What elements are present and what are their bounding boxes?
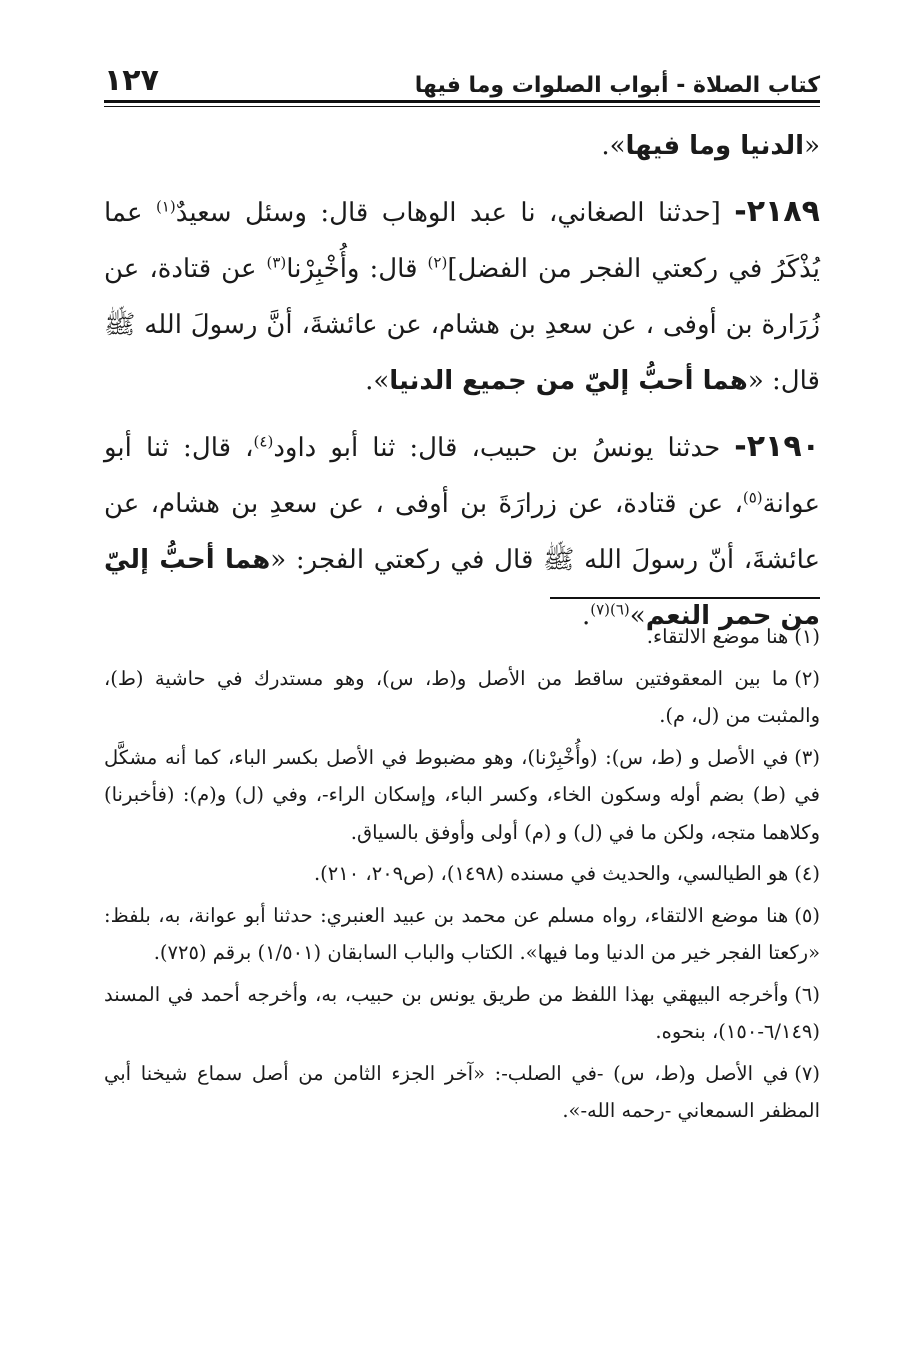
footnote-text: هو الطيالسي، والحديث في مسنده (١٤٩٨)، (ص٢٠٩، ٢١٠). bbox=[313, 862, 789, 885]
hadith-2189 bbox=[104, 184, 820, 409]
footnote-text: في الأصل و(ط، س) -في الصلب-: «آخر الجزء الثامن من أصل سماع شيخنا أبي المظفر السمعاني -رحمه الله-». bbox=[104, 1061, 820, 1122]
footnote-separator bbox=[550, 597, 820, 599]
footnote-ref: (٥) bbox=[742, 488, 763, 507]
footnote-ref: (٢) bbox=[427, 253, 448, 272]
header-title: كتاب الصلاة - أبواب الصلوات وما فيها bbox=[414, 73, 820, 98]
running-header bbox=[104, 58, 820, 98]
footnote-ref: (٤) bbox=[253, 432, 274, 451]
text-run: ، قال: ثنا أبو عوانة bbox=[104, 433, 820, 519]
footnote-text: في الأصل و (ط، س): (وأُخْبِرْنا)، وهو مضبوط في الأصل بكسر الباء، كما أنه مشكَّل في (ط) بضم أوله وسكون الخاء، وكسر الباء، وإسكان الراء-، وفي (ل) و(م): (فأخبرنا) وكلاهما متجه، ولكن ما في (ل) و (م) أولى وأوفق بالسياق. bbox=[104, 745, 820, 844]
text-run: ، عن قتادة، عن زرارَةَ بن أوفى ، عن سعدِ بن هشام، عن عائشةَ، أنّ رسولَ الله ﷺ قال في ركعتي الفجر: « bbox=[104, 489, 821, 575]
footnote-number: (٧) bbox=[794, 1061, 820, 1085]
footnote-ref: (٦)(٧) bbox=[590, 600, 630, 619]
footnote-number: (٣) bbox=[794, 745, 820, 769]
hadith-number: ٢١٨٩- bbox=[734, 194, 820, 229]
bold-quote: الدنيا وما فيها bbox=[625, 131, 805, 161]
text-run: قال: وأُخْبِرْنا bbox=[286, 254, 428, 284]
bold-quote: هما أحبُّ إليّ من حمر النعم bbox=[104, 545, 820, 631]
footnote-ref: (٣) bbox=[266, 253, 287, 272]
footnote bbox=[104, 739, 820, 852]
hadith-2190 bbox=[104, 419, 820, 644]
paragraph-continuation bbox=[104, 118, 820, 174]
hadith-number: ٢١٩٠- bbox=[734, 429, 820, 464]
text-run: عما يُذْكَرُ في ركعتي الفجر من الفضل] bbox=[104, 198, 820, 284]
text-run: . bbox=[581, 601, 591, 631]
footnote bbox=[104, 660, 820, 735]
quote-close: ». bbox=[601, 131, 626, 161]
footnote bbox=[104, 976, 820, 1051]
quote-open: « bbox=[804, 131, 820, 161]
text-run: [حدثنا الصغاني، نا عبد الوهاب قال: وسئل سعيدٌ bbox=[175, 198, 735, 228]
text-run: عن قتادة، عن زُرَارة بن أوفى ، عن سعدِ بن هشام، عن عائشةَ، أنَّ رسولَ الله ﷺ قال: « bbox=[104, 254, 820, 396]
header-rule-thick bbox=[104, 100, 820, 103]
footnotes bbox=[104, 618, 820, 1134]
text-run: ». bbox=[365, 366, 390, 396]
footnote-text: هنا موضع الالتقاء. bbox=[646, 625, 789, 648]
footnote bbox=[104, 855, 820, 893]
footnote-number: (٤) bbox=[794, 862, 820, 885]
footnote-number: (١) bbox=[794, 625, 820, 648]
footnote bbox=[104, 1055, 820, 1130]
text-run: » bbox=[629, 601, 646, 631]
footnote-text: هنا موضع الالتقاء، رواه مسلم عن محمد بن عبيد العنبري: حدثنا أبو عوانة، به، بلفظ: «ركعتا الفجر خير من الدنيا وما فيها». الكتاب والباب السابقان (١/٥٠١) برقم (٧٢٥). bbox=[104, 903, 820, 964]
footnote-number: (٢) bbox=[794, 666, 820, 690]
footnote-text: ما بين المعقوفتين ساقط من الأصل و(ط، س)، وهو مستدرك في حاشية (ط)، والمثبت من (ل، م). bbox=[104, 666, 820, 727]
footnote bbox=[104, 897, 820, 972]
bold-quote: هما أحبُّ إليّ من جميع الدنيا bbox=[389, 366, 748, 396]
text-run: حدثنا يونسُ بن حبيب، قال: ثنا أبو داود bbox=[273, 433, 735, 463]
footnote-ref: (١) bbox=[155, 197, 176, 216]
main-text bbox=[104, 118, 820, 654]
footnote bbox=[104, 618, 820, 656]
footnote-number: (٦) bbox=[794, 982, 820, 1006]
footnote-text: وأخرجه البيهقي بهذا اللفظ من طريق يونس بن حبيب، به، وأخرجه أحمد في المسند (٦/١٤٩-١٥٠)، بنحوه. bbox=[104, 982, 820, 1043]
footnote-number: (٥) bbox=[794, 903, 820, 927]
header-rule-thin bbox=[104, 106, 820, 107]
page-number: ١٢٧ bbox=[104, 63, 159, 98]
